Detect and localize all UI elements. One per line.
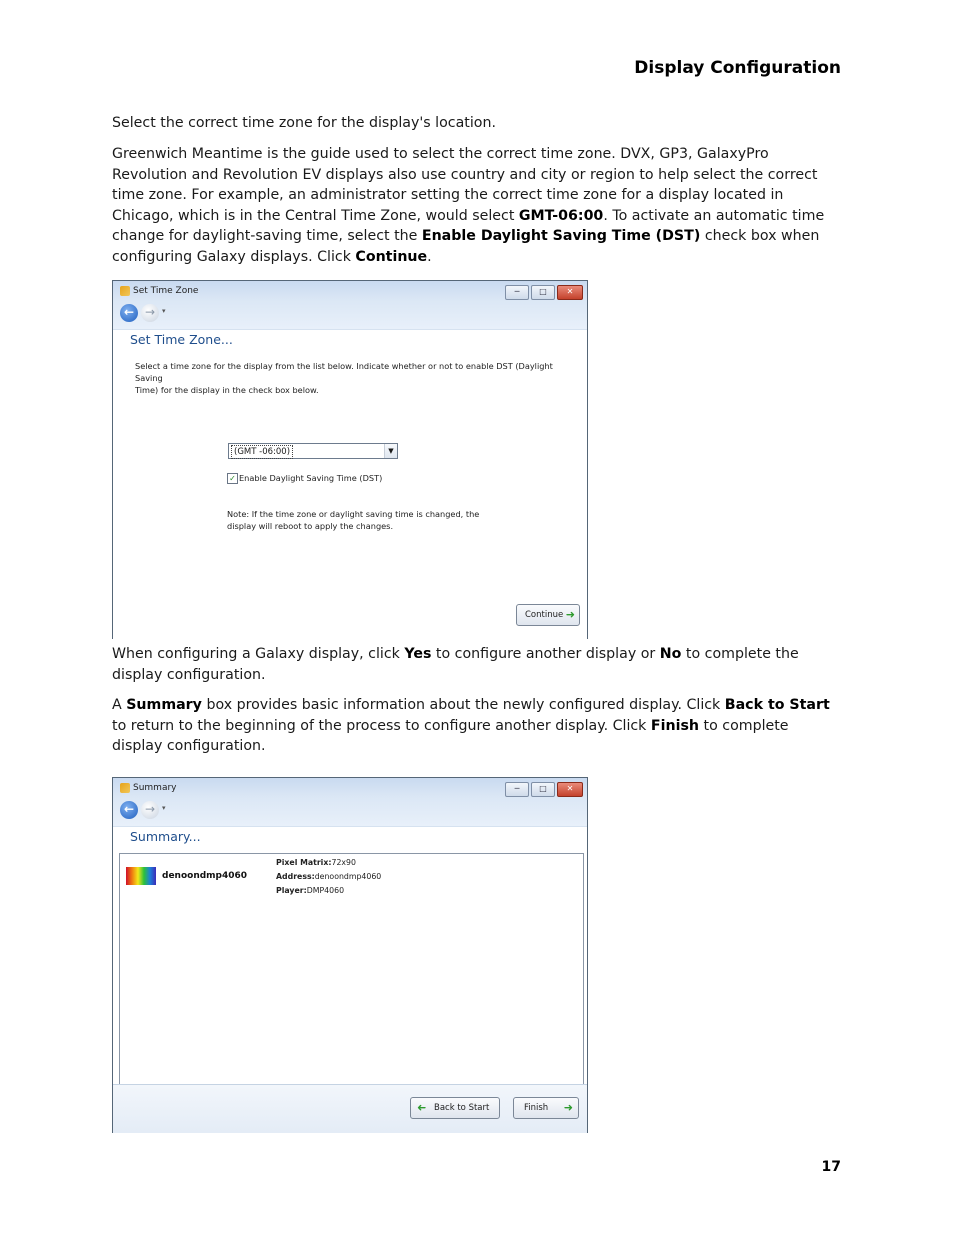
instructions-line-1: Select a time zone for the display from the list below. Indicate whether or not to enable DST (Daylight Saving bbox=[135, 361, 553, 384]
gmt-text-d: check box when configuring Galaxy displays. Click bbox=[112, 228, 820, 265]
window-controls bbox=[505, 782, 583, 797]
pixel-matrix-row bbox=[276, 858, 356, 867]
window-footer bbox=[113, 1084, 587, 1133]
back-to-start-button[interactable] bbox=[410, 1097, 500, 1119]
window-heading: Summary... bbox=[130, 829, 201, 844]
finish-button-label: Finish bbox=[524, 1103, 549, 1113]
dst-checkbox[interactable]: ✓ bbox=[227, 473, 238, 484]
address-value: denoondmp4060 bbox=[314, 872, 382, 881]
window-titlebar bbox=[113, 778, 587, 827]
back-to-start-label: Back to Start bbox=[434, 1103, 490, 1113]
maximize-icon[interactable]: □ bbox=[531, 782, 555, 797]
close-icon[interactable]: ✕ bbox=[557, 782, 583, 797]
arrow-left-circle-icon[interactable]: ← bbox=[120, 304, 138, 322]
gmt-text-e: . bbox=[427, 248, 432, 265]
intro-paragraph bbox=[112, 113, 832, 134]
pixel-matrix-label: Pixel Matrix: bbox=[276, 858, 332, 867]
green-arrow-right-icon: ➜ bbox=[563, 1101, 573, 1114]
maximize-icon[interactable]: □ bbox=[531, 285, 555, 300]
back-to-start-bold: Back to Start bbox=[724, 697, 830, 713]
timezone-select-value: (GMT -06:00) bbox=[231, 445, 293, 459]
window-body bbox=[113, 827, 587, 1133]
no-bold: No bbox=[659, 646, 682, 662]
galaxy-text-d: to complete the display configuration. bbox=[112, 646, 799, 683]
summary-bold: Summary bbox=[126, 697, 202, 713]
summary-text-e: to complete display configuration. bbox=[112, 717, 789, 755]
window-title: Set Time Zone bbox=[133, 286, 199, 296]
arrow-right-circle-icon[interactable]: → bbox=[141, 304, 159, 322]
finish-bold: Finish bbox=[650, 717, 699, 734]
chevron-down-icon[interactable]: ▾ bbox=[162, 307, 166, 315]
window-controls bbox=[505, 285, 583, 300]
galaxy-text-a: When configuring a Galaxy display, click bbox=[112, 646, 405, 662]
instructions-text bbox=[135, 360, 575, 397]
arrow-right-circle-icon[interactable]: → bbox=[141, 801, 159, 819]
arrow-left-circle-icon[interactable]: ← bbox=[120, 801, 138, 819]
gmt-text-c: . To activate an automatic time change for daylight-saving time, select the bbox=[112, 207, 825, 245]
continue-bold: Continue bbox=[355, 248, 428, 265]
yes-bold: Yes bbox=[404, 646, 432, 662]
note-line-1: Note: If the time zone or daylight saving time is changed, the bbox=[227, 509, 480, 519]
green-arrow-left-icon: ➜ bbox=[417, 1101, 427, 1114]
address-row bbox=[276, 872, 381, 881]
dst-bold: Enable Daylight Saving Time (DST) bbox=[421, 228, 701, 245]
intro-text: Select the correct time zone for the display's location. bbox=[112, 115, 496, 131]
summary-text-a: A bbox=[112, 697, 127, 713]
minimize-icon[interactable]: ─ bbox=[505, 285, 529, 300]
timezone-select[interactable] bbox=[228, 443, 398, 459]
page-header-title: Display Configuration bbox=[634, 58, 841, 78]
window-titlebar bbox=[113, 281, 587, 330]
reboot-note bbox=[227, 508, 479, 532]
minimize-icon[interactable]: ─ bbox=[505, 782, 529, 797]
gmt-value-bold: GMT-06:00 bbox=[518, 207, 604, 224]
app-logo-icon bbox=[120, 286, 130, 296]
continue-button-label: Continue bbox=[525, 610, 564, 620]
summary-text-d: to return to the beginning of the process to configure another display. Click bbox=[112, 717, 651, 734]
summary-panel bbox=[119, 853, 584, 1087]
finish-button[interactable] bbox=[513, 1097, 579, 1119]
note-line-2: display will reboot to apply the changes. bbox=[227, 521, 394, 532]
close-icon[interactable]: ✕ bbox=[557, 285, 583, 300]
galaxy-paragraph bbox=[112, 644, 832, 685]
player-label: Player: bbox=[276, 886, 307, 895]
summary-paragraph bbox=[112, 695, 832, 757]
app-logo-icon bbox=[120, 783, 130, 793]
window-body bbox=[113, 330, 587, 639]
window-title: Summary bbox=[133, 783, 177, 793]
green-arrow-right-icon: ➜ bbox=[565, 608, 575, 621]
display-thumbnail-icon bbox=[126, 867, 156, 885]
device-name: denoondmp4060 bbox=[162, 871, 248, 881]
page-number: 17 bbox=[821, 1159, 841, 1175]
window-heading: Set Time Zone... bbox=[130, 332, 233, 347]
dst-checkbox-label: Enable Daylight Saving Time (DST) bbox=[239, 473, 383, 483]
instructions-line-2: Time) for the display in the check box below. bbox=[135, 385, 319, 396]
player-value: DMP4060 bbox=[306, 886, 345, 895]
summary-window bbox=[112, 777, 588, 1133]
player-row bbox=[276, 886, 344, 895]
summary-text-c: box provides basic information about the newly configured display. Click bbox=[201, 697, 725, 713]
pixel-matrix-value: 72x90 bbox=[331, 858, 356, 867]
chevron-down-icon[interactable]: ▾ bbox=[162, 804, 166, 812]
gmt-text-a: Greenwich Meantime is the guide used to select the correct time zone. DVX, GP3, GalaxyPro Revolution and Revolution EV displays also use country and city or region to help select the correct time zone. For example, an administrator setting the correct time zone for a display located in Chicago, which is in the Central Time Zone, would select bbox=[112, 146, 818, 224]
galaxy-text-c: to configure another display or bbox=[431, 646, 660, 662]
chevron-down-icon[interactable]: ▼ bbox=[384, 444, 397, 458]
address-label: Address: bbox=[276, 872, 315, 881]
set-time-zone-window bbox=[112, 280, 588, 639]
continue-button[interactable] bbox=[516, 604, 580, 626]
gmt-paragraph bbox=[112, 144, 832, 268]
